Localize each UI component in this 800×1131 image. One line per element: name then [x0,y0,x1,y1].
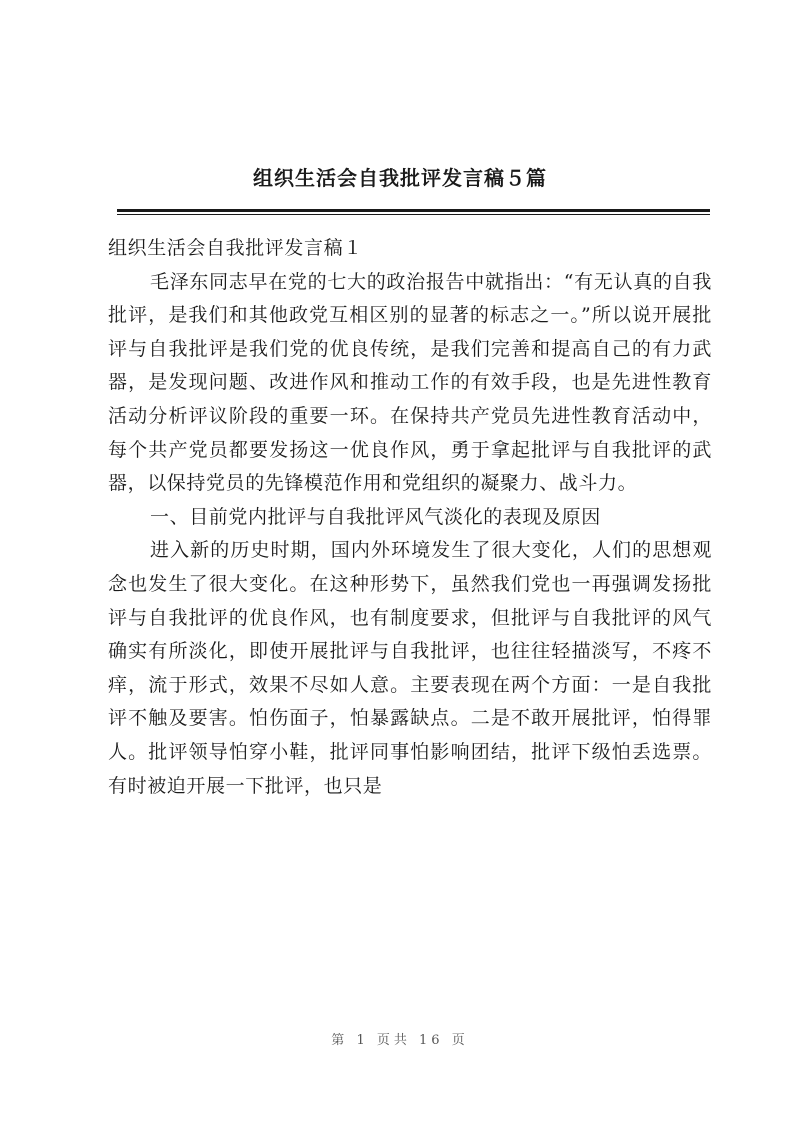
footer-current-page: 1 [356,1033,369,1048]
paragraph-new-era: 进入新的历史时期，国内外环境发生了很大变化，人们的思想观念也发生了很大变化。在这种形势下，虽然我们党也一再强调发扬批评与自我批评的优良作风，也有制度要求，但批评与自我批评的风气确实有所淡化，即使开展批评与自我批评，也往往轻描淡写，不疼不痒，流于形式，效果不尽如人意。主要表现在两个方面：一是自我批评不触及要害。怕伤面子，怕暴露缺点。二是不敢开展批评，怕得罪人。批评领导怕穿小鞋，批评同事怕影响团结，批评下级怕丢选票。有时被迫开展一下批评，也只是 [108,539,712,797]
footer-total-pages: 16 [419,1033,444,1048]
document-body [108,232,712,803]
page-footer [0,1032,800,1050]
footer-prefix: 第 [331,1033,349,1048]
paragraph-heading-one: 一、目前党内批评与自我批评风气淡化的表现及原因 [150,505,601,528]
title-rule-thick [117,209,710,212]
section-title: 组织生活会自我批评发言稿１ [108,237,363,259]
document-title: 组织生活会自我批评发言稿５篇 [253,166,547,190]
paragraph-intro: 毛泽东同志早在党的七大的政治报告中就指出：“有无认真的自我批评，是我们和其他政党互相区别的显著的标志之一。”所以说开展批评与自我批评是我们党的优良传统，是我们完善和提高自己的有力武器，是发现问题、改进作风和推动工作的有效手段，也是先进性教育活动分析评议阶段的重要一环。在保持共产党员先进性教育活动中，每个共产党员都要发扬这一优良作风，勇于拿起批评与自我批评的武器，以保持党员的先锋模范作用和党组织的凝聚力、战斗力。 [108,270,712,495]
footer-mid: 页共 [376,1033,411,1048]
footer-suffix: 页 [451,1033,469,1048]
title-rule-thin [117,214,710,215]
